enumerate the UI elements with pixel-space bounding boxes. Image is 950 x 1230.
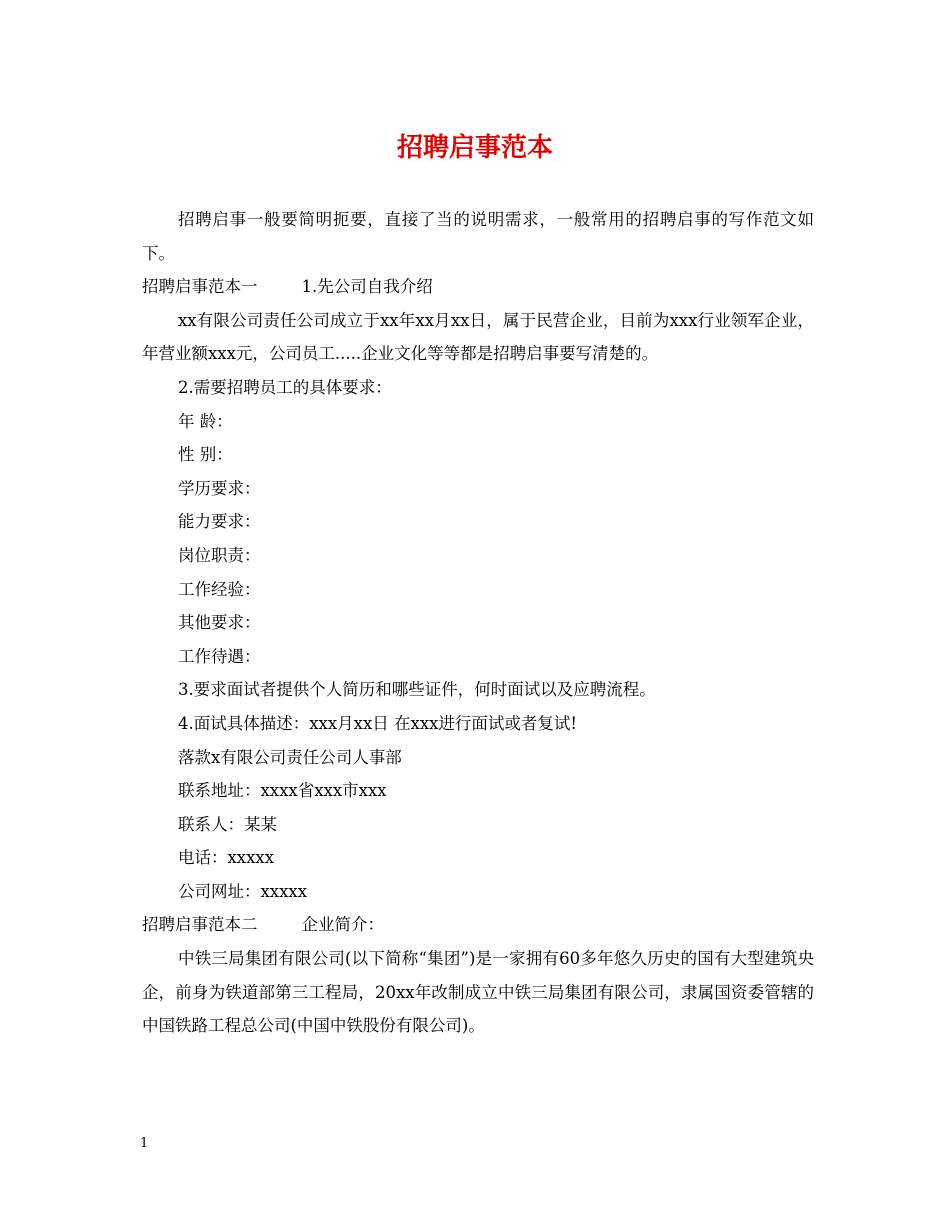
document-title: 招聘启事范本 (396, 133, 553, 163)
requirement-item: 能力要求： (178, 512, 261, 532)
requirement-item: 年 龄： (178, 411, 233, 431)
requirement-item: 岗位职责： (178, 545, 261, 565)
requirements-list (142, 405, 814, 674)
sample-one-item2: 2.需要招聘员工的具体要求： (178, 377, 392, 397)
contact-address: 联系地址：xxxx省xxx市xxx (178, 781, 387, 801)
company-website: 公司网址：xxxxx (178, 881, 308, 901)
requirement-item: 其他要求： (178, 613, 261, 633)
requirement-item: 性 别： (178, 445, 233, 465)
requirement-item: 工作经验： (178, 579, 261, 599)
intro-paragraph: 招聘启事一般要简明扼要，直接了当的说明需求，一般常用的招聘启事的写作范文如下。 (142, 210, 814, 263)
contact-phone: 电话：xxxxx (178, 848, 275, 868)
sample-two-heading-line (142, 908, 814, 942)
page-number: 1 (140, 1136, 149, 1151)
sample-two-company-intro: 中铁三局集团有限公司(以下简称“集团”)是一家拥有60多年悠久历史的国有大型建筑央企，前身为铁道部第三工程局，20xx年改制成立中铁三局集团有限公司，隶属国资委管辖的中国铁路工程总公司(中国中铁股份有限公司)。 (142, 949, 814, 1036)
sample-one-heading-line (142, 270, 814, 304)
requirement-item: 学历要求： (178, 478, 261, 498)
document-body (142, 203, 814, 1043)
requirement-item: 工作待遇： (178, 646, 261, 666)
contact-person: 联系人：某某 (178, 814, 277, 834)
sample-one-item4: 4.面试具体描述：xxx月xx日 在xxx进行面试或者复试! (178, 713, 578, 733)
signature: 落款x有限公司责任公司人事部 (178, 747, 402, 767)
sample-one-company-intro: xx有限公司责任公司成立于xx年xx月xx日，属于民营企业，目前为xxx行业领军企业，年营业额xxx元，公司员工.....企业文化等等都是招聘启事要写清楚的。 (142, 310, 814, 364)
sample-one-first-item: 1.先公司自我介绍 (301, 277, 433, 297)
sample-one-item3: 3.要求面试者提供个人简历和哪些证件，何时面试以及应聘流程。 (178, 680, 656, 700)
sample-two-subheading: 企业简介： (301, 915, 384, 935)
sample-one-heading: 招聘启事范本一 (142, 277, 258, 297)
sample-two-heading: 招聘启事范本二 (142, 915, 258, 935)
